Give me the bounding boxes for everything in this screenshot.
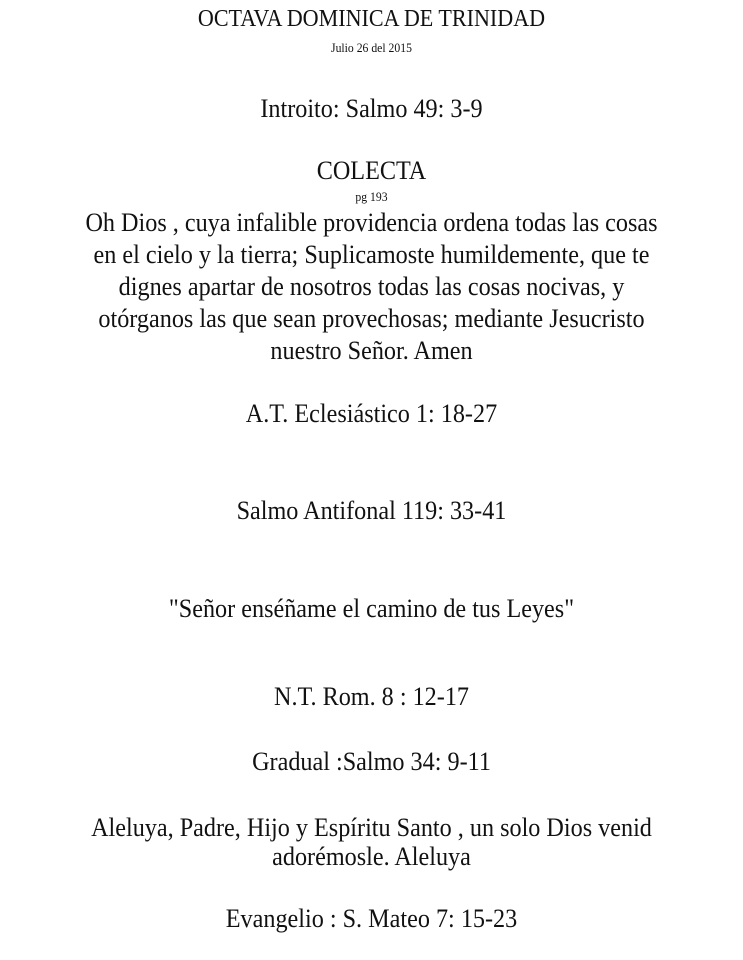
colecta-line: otórganos las que sean provechosas; mediante Jesucristo <box>98 304 645 333</box>
colecta-line: Oh Dios , cuya infalible providencia ordena todas las cosas <box>85 208 658 237</box>
page-title: OCTAVA DOMINICA DE TRINIDAD <box>197 6 546 32</box>
gradual: Gradual :Salmo 34: 9-11 <box>252 747 491 776</box>
introito: Introito: Salmo 49: 3-9 <box>260 94 483 123</box>
colecta-line: nuestro Señor. Amen <box>270 336 473 365</box>
colecta-page: pg 193 <box>355 189 388 204</box>
aleluya-line: Aleluya, Padre, Hijo y Espíritu Santo , un solo Dios venid <box>91 813 652 842</box>
antifona: "Señor enséñame el camino de tus Leyes" <box>168 594 575 623</box>
aleluya-line: adorémosle. Aleluya <box>272 842 471 871</box>
date: Julio 26 del 2015 <box>331 40 412 55</box>
evangelio: Evangelio : S. Mateo 7: 15-23 <box>225 904 518 933</box>
colecta-heading: COLECTA <box>316 156 427 185</box>
colecta-line: en el cielo y la tierra; Suplicamoste humildemente, que te <box>93 240 650 269</box>
antiguo-testamento: A.T. Eclesiástico 1: 18-27 <box>245 399 498 428</box>
salmo-antifonal: Salmo Antifonal 119: 33-41 <box>236 496 507 525</box>
nuevo-testamento: N.T. Rom. 8 : 12-17 <box>273 682 470 711</box>
colecta-line: dignes apartar de nosotros todas las cosas nocivas, y <box>118 272 625 301</box>
